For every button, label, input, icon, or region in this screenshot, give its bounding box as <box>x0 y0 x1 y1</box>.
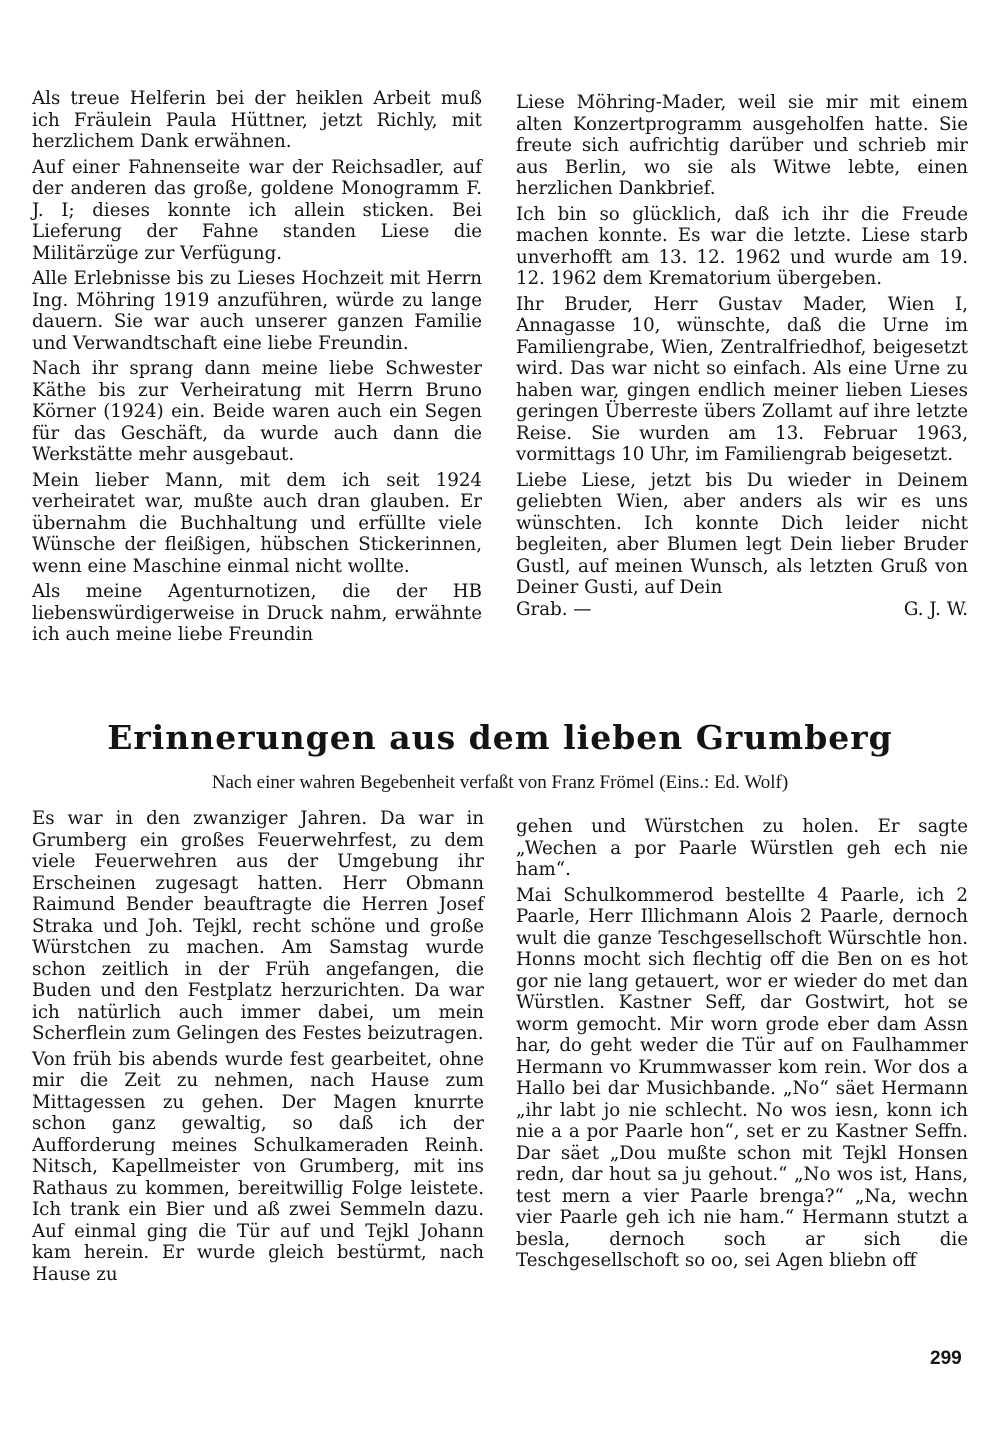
paragraph: Mein lieber Mann, mit dem ich seit 1924 verheiratet war, mußte auch dran glauben. Er übernahm die Buchhaltung und erfüllte viele Wünsche der fleißigen, hübschen Stickerinnen, wenn eine Maschine einmal nicht wollte. <box>32 469 482 577</box>
paragraph: Alle Erlebnisse bis zu Lieses Hochzeit mit Herrn Ing. Möhring 1919 anzuführen, würde zu lange dauern. Sie war auch unserer ganzen Familie und Verwandtschaft eine liebe Freundin. <box>32 268 482 354</box>
article-column-bottom-right <box>516 816 968 1276</box>
paragraph: Ich bin so glücklich, daß ich ihr die Freude machen konnte. Es war die letzte. Liese starb unverhofft am 13. 12. 1962 und wurde am 19. 12. 1962 dem Krematorium übergeben. <box>516 203 968 289</box>
article-column-bottom-left <box>32 808 484 1289</box>
paragraph: gehen und Würstchen zu holen. Er sagte „Wechen a por Paarle Würstlen geh ech nie ham“. <box>516 816 968 880</box>
paragraph: Als meine Agenturnotizen, die der HB liebenswürdigerweise in Druck nahm, erwähnte ich auch meine liebe Freundin <box>32 581 482 645</box>
paragraph: Liebe Liese, jetzt bis Du wieder in Deinem geliebten Wien, aber anders als wir es uns wünschten. Ich konnte Dich leider nicht begleiten, aber Blumen legt Dein lieber Bruder Gustl, auf meinen Wunsch, als letzten Gruß von Deiner Gusti, auf Dein <box>516 469 968 598</box>
article-title: Erinnerungen aus dem lieben Grumberg <box>107 718 893 757</box>
paragraph: Als treue Helferin bei der heiklen Arbeit muß ich Fräulein Paula Hüttner, jetzt Richly, mit herzlichem Dank erwähnen. <box>32 88 482 152</box>
paragraph: Auf einer Fahnenseite war der Reichsadler, auf der anderen das große, goldene Monogramm F. J. I; dieses konnte ich allein sticken. Bei Lieferung der Fahne standen Liese die Militärzüge zur Verfügung. <box>32 156 482 264</box>
article-subtitle: Nach einer wahren Begebenheit verfaßt von Franz Frömel (Eins.: Ed. Wolf) <box>211 772 789 793</box>
page-number: 299 <box>930 1348 962 1369</box>
paragraph: Ihr Bruder, Herr Gustav Mader, Wien I, Annagasse 10, wünschte, daß die Urne im Familiengrabe, Wien, Zentralfriedhof, beigesetzt wird. Das war nicht so einfach. Als eine Urne zu haben war, gingen endlich meiner lieben Lieses geringen Überreste übers Zollamt auf ihre letzte Reise. Sie wurden am 13. Februar 1963, vormittags 10 Uhr, im Familiengrab beigesetzt. <box>516 293 968 465</box>
article-column-top-left <box>32 88 482 650</box>
article-column-top-right <box>516 92 968 620</box>
paragraph: Nach ihr sprang dann meine liebe Schwester Käthe bis zur Verheiratung mit Herrn Bruno Körner (1924) ein. Beide waren auch ein Segen für das Geschäft, da wurde auch dann die Werkstätte mehr ausgebaut. <box>32 358 482 465</box>
paragraph: Es war in den zwanziger Jahren. Da war in Grumberg ein großes Feuerwehrfest, zu dem viele Feuerwehren aus der Umgebung ihr Erscheinen zugesagt hatten. Herr Obmann Raimund Bender beauftragte die Herren Josef Straka und Joh. Tejkl, recht schöne und große Würstchen zu machen. Am Samstag wurde schon zeitlich in der Früh angefangen, die Buden und den Festplatz herzurichten. Da war ich natürlich auch immer dabei, um mein Scherflein zum Gelingen des Festes beizutragen. <box>32 808 484 1044</box>
paragraph: Mai Schulkommerod bestellte 4 Paarle, ich 2 Paarle, Herr Illichmann Alois 2 Paarle, dernoch wult die ganze Teschgesellschoft Würschtle hon. Honns mocht sich flechtig off die Ben on es hot gor nie lang getauert, wor er wieder do met dan Würstlen. Kastner Seff, dar Gostwirt, hot se worm gemocht. Mir worn grode eber dam Assn har, do geht weder die Tür auf on Faulhammer Hermann vo Krummwasser kom rein. Wor dos a Hallo bei dar Musichbande. „No“ säet Hermann „ihr labt jo nie schlecht. No wos iesn, konn ich nie a a por Paarle hon“, set er zu Kastner Seffn. Dar säet „Dou mußte schon mit Tejkl Honsen redn, dar hout sa ju gehout.“ „No wos ist, Hans, test mern a vier Paarle brenga?“ „Na, wechn vier Paarle geh ich nie ham.“ Hermann stutzt a besla, dernoch soch ar sich die Teschgesellschoft so oo, sei Agen bliebn off <box>516 884 968 1271</box>
paragraph: Von früh bis abends wurde fest gearbeitet, ohne mir die Zeit zu nehmen, nach Hause zum Mittagessen zu gehen. Der Magen knurrte schon ganz gewaltig, so daß ich der Aufforderung meines Schulkameraden Reinh. Nitsch, Kapellmeister von Grumberg, mit ins Rathaus zu kommen, bereitwillig Folge leistete. Ich trank ein Bier und aß zwei Semmeln dazu. Auf einmal ging die Tür auf und Tejkl Johann kam herein. Er wurde gleich bestürmt, nach Hause zu <box>32 1048 484 1285</box>
closing-text: Grab. — <box>516 598 592 620</box>
author-signature: G. J. W. <box>903 598 968 620</box>
closing-line <box>516 599 968 621</box>
paragraph: Liese Möhring-Mader, weil sie mir mit einem alten Konzertprogramm ausgeholfen hatte. Sie freute sich aufrichtig darüber und schrieb mir aus Berlin, wo sie als Witwe lebte, einen herzlichen Dankbrief. <box>516 92 968 199</box>
